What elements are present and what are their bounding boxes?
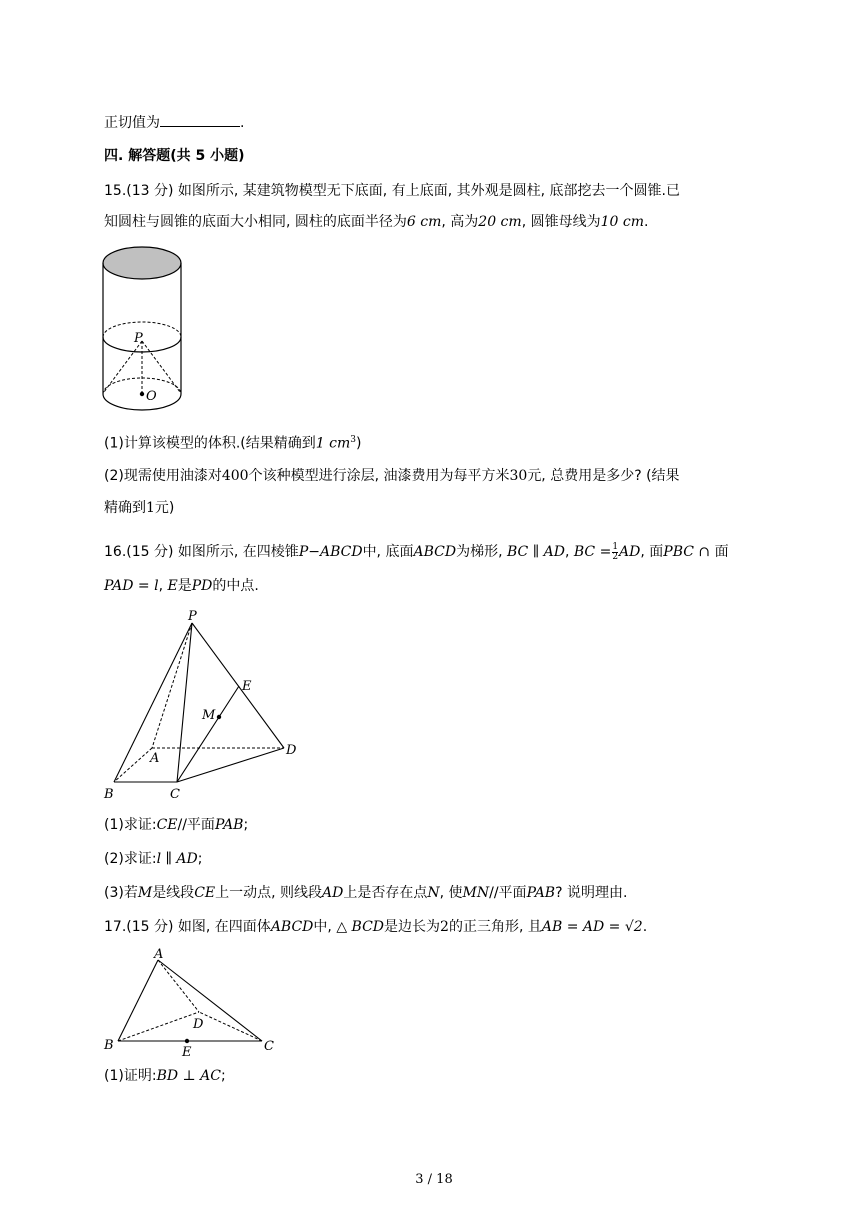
edge-ac [158, 960, 262, 1041]
tetrahedron-figure [102, 944, 282, 1059]
prev-end: . [240, 115, 245, 131]
section-heading: 四. 解答题(共 5 小题) [104, 148, 245, 164]
q15-radius: 6 cm [406, 214, 442, 230]
label-d: D [286, 743, 297, 758]
cylinder-cone-figure [96, 244, 196, 414]
label-b: B [104, 1038, 114, 1053]
fraction-half: $\frac{1}{2}$ [612, 541, 619, 562]
label-a: A [154, 947, 164, 962]
q16-line1: 16.(15 分) 如图所示, 在四棱锥P−ABCD中, 底面ABCD为梯形, BC ∥ AD, BC = $\frac{1}{2}$ AD, 面PBC ∩ 面 [104, 541, 729, 562]
label-c: C [170, 787, 180, 802]
point-o [140, 392, 144, 396]
q16-part3: (3)若M是线段CE上一动点, 则线段AD上是否存在点N, 使MN//平面PAB? 说明理由. [104, 885, 628, 901]
label-e: E [242, 679, 252, 694]
q16-part1: (1)求证:CE//平面PAB; [104, 817, 249, 833]
answer-blank[interactable] [160, 112, 240, 127]
label-e: E [182, 1045, 192, 1060]
prev-answer-line [104, 112, 244, 133]
edge-pd [192, 623, 284, 748]
label-c: C [264, 1039, 274, 1054]
edge-ad [158, 960, 199, 1012]
q15-part2: (2)现需使用油漆对400个该种模型进行涂层, 油漆费用为每平方米30元, 总费用是多少? (结果 [104, 468, 680, 484]
edge-ce [177, 686, 239, 782]
q17-part1: (1)证明:BD ⊥ AC; [104, 1068, 226, 1084]
edge-ab [114, 748, 152, 782]
pyramid-figure [102, 610, 312, 805]
q15-line2: 知圆柱与圆锥的底面大小相同, 圆柱的底面半径为6 cm, 高为20 cm, 圆锥母线为10 cm. [104, 214, 649, 230]
label-b: B [104, 787, 114, 802]
prev-text: 正切值为 [104, 115, 160, 131]
label-o: O [146, 389, 157, 404]
cylinder-top [103, 247, 181, 279]
q16-line2: PAD = l, E是PD的中点. [104, 578, 259, 594]
label-m: M [202, 708, 216, 723]
label-p: P [188, 609, 197, 624]
point-m [217, 715, 221, 719]
q15-slant: 10 cm [600, 214, 644, 230]
cone-slant-right [142, 341, 180, 392]
q15-line1: 15.(13 分) 如图所示, 某建筑物模型无下底面, 有上底面, 其外观是圆柱, 底部挖去一个圆锥.已 [104, 183, 680, 199]
q17-line1: 17.(15 分) 如图, 在四面体ABCD中, △ BCD是边长为2的正三角形, 且AB = AD = √2. [104, 919, 648, 935]
edge-cd [177, 748, 284, 782]
point-e [185, 1039, 189, 1043]
cone-slant-left [104, 341, 142, 392]
q16-part2: (2)求证:l ∥ AD; [104, 851, 203, 867]
label-a: A [150, 751, 160, 766]
label-d: D [193, 1017, 204, 1032]
label-p: P [134, 331, 143, 346]
cylinder-bottom-front [103, 394, 181, 410]
page-number: 3 / 18 [415, 1172, 453, 1187]
q15-height: 20 cm [478, 214, 522, 230]
q15-part2-cont: 精确到1元) [104, 500, 175, 516]
q15-part1: (1)计算该模型的体积.(结果精确到1 $cm^3$) [104, 435, 362, 452]
